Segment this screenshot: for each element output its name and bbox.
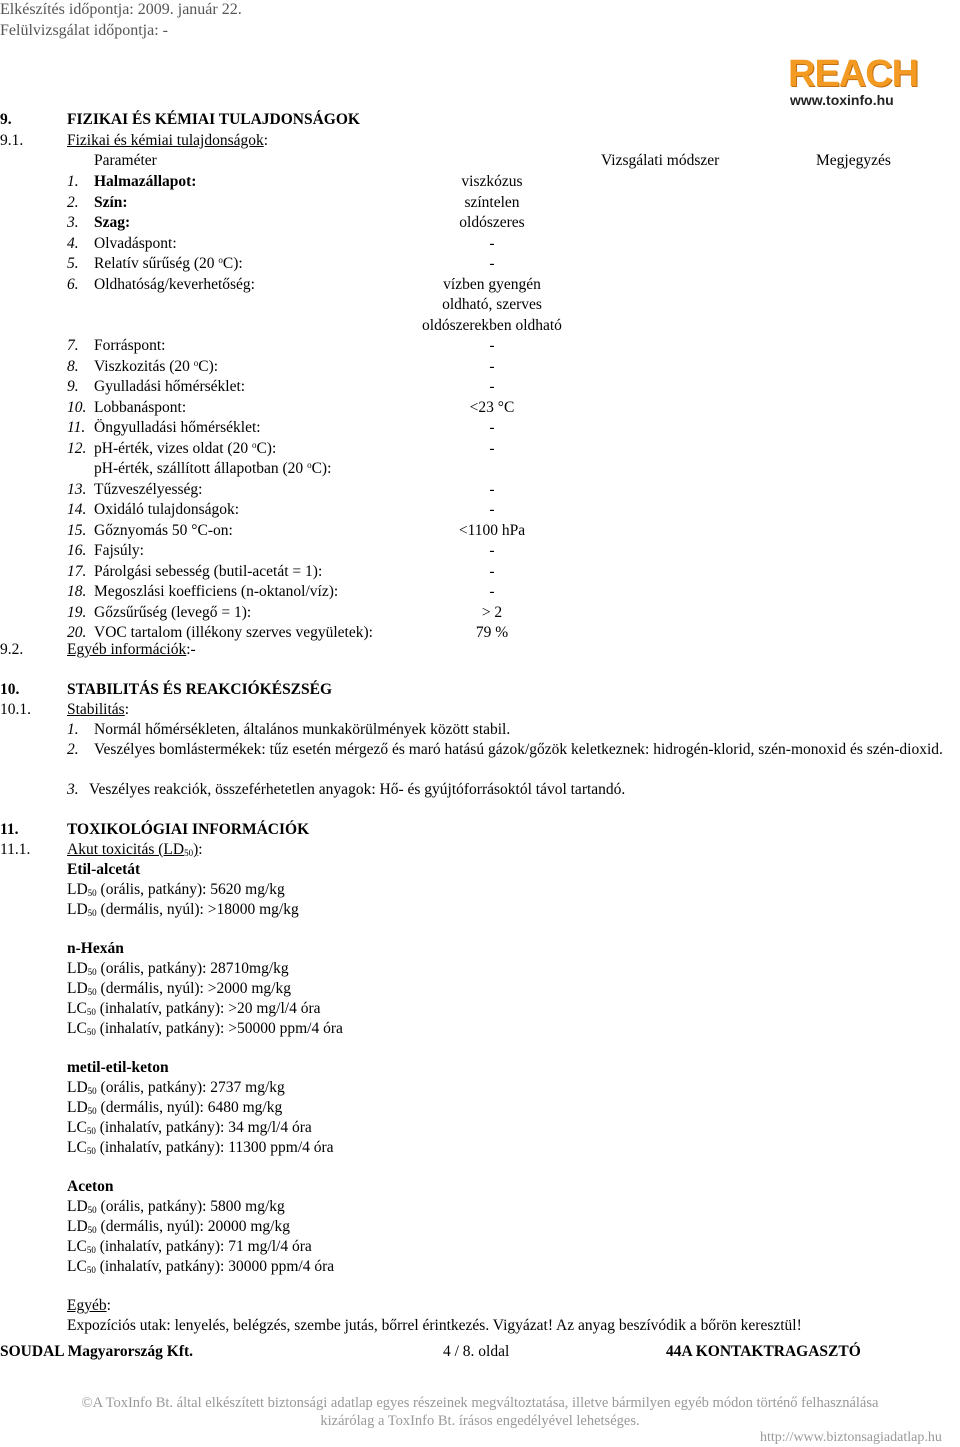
- param-number: 7.: [67, 337, 79, 354]
- other-info-text: Expozíciós utak: lenyelés, belégzés, szembe jutás, bőrrel érintkezés. Vigyázat! Az anyag beszívódik a bőrön keresztül!: [67, 1317, 802, 1334]
- other-info-label: Egyéb: [67, 1297, 107, 1314]
- param-number: 5.: [67, 255, 79, 272]
- param-value: -: [489, 255, 495, 272]
- param-value: -: [489, 439, 495, 457]
- param-value: <1100 hPa: [458, 521, 526, 539]
- param-name-pre: pH-érték, vizes oldat (20: [94, 439, 252, 457]
- section9-title: FIZIKAI ÉS KÉMIAI TULAJDONSÁGOK: [67, 111, 360, 128]
- stability-item-1-text: Normál hőmérsékleten, általános munkakörülmények között stabil.: [94, 721, 511, 738]
- stability-item-2-text: Veszélyes bomlástermékek: tűz esetén mérgező és maró hatású gázok/gőzök keletkeznek: hidrogén-klorid, szén-monoxid és szén-dioxid.: [94, 741, 943, 758]
- toxicity-text: (dermális, nyúl): >2000 mg/kg: [96, 980, 291, 997]
- param-number: 3.: [67, 214, 79, 231]
- toxicity-measure: LD: [67, 1079, 88, 1096]
- param-name: Olvadáspont:: [94, 234, 177, 252]
- toxicity-value: [67, 1237, 312, 1257]
- toxicity-measure: LD: [67, 1218, 88, 1235]
- param-number: 10.: [67, 398, 87, 416]
- param-value: 79 %: [475, 624, 509, 641]
- stability-item-2-number: 2.: [67, 741, 79, 758]
- footer-copyright-line1: ©A ToxInfo Bt. által elkészített biztonsági adatlap egyes részeinek megváltoztatása, illetve bármilyen egyéb módon történő felhasználása: [81, 1395, 879, 1411]
- param-name: Fajsúly:: [94, 542, 144, 559]
- toxicity-measure-sub: 50: [86, 1027, 96, 1037]
- stability-item-3-number: 3.: [67, 781, 79, 798]
- section9-2-number: 9.2.: [0, 641, 24, 658]
- section10-number: 10.: [0, 681, 20, 698]
- param-number: 13.: [67, 480, 87, 498]
- toxicity-text: (orális, patkány): 5620 mg/kg: [96, 881, 285, 898]
- stability-item-3-text: Veszélyes reakciók, összeférhetetlen anyagok: Hő- és gyújtóforrásoktól távol tartandó.: [89, 781, 626, 798]
- param-number: 6.: [67, 275, 79, 293]
- param-name: Gyulladási hőmérséklet:: [94, 378, 246, 395]
- section9-2-title: Egyéb információk: [67, 641, 187, 658]
- substance-name: n-Hexán: [67, 940, 124, 957]
- other-info-heading: [67, 1296, 111, 1316]
- param-name: Gőznyomás 50 °C-on:: [94, 521, 233, 539]
- toxicity-measure-sub: 50: [87, 888, 97, 898]
- param-name-sup: o: [218, 255, 223, 265]
- toxicity-text: (dermális, nyúl): 6480 mg/kg: [96, 1099, 283, 1116]
- toxicity-value: [67, 1118, 312, 1138]
- toxicity-measure-sub: 50: [86, 1265, 96, 1275]
- section9-1-heading: [67, 131, 268, 151]
- logo-url: www.toxinfo.hu: [790, 92, 894, 108]
- toxicity-value: [67, 880, 285, 900]
- substance-name: Aceton: [67, 1178, 114, 1195]
- col-header-parameter: Paraméter: [94, 152, 157, 169]
- param-name-pre: Relatív sűrűség (20: [94, 255, 219, 272]
- param-name: Tűzveszélyesség:: [94, 480, 203, 498]
- toxicity-value: [67, 979, 291, 999]
- section11-1-heading: [67, 840, 203, 860]
- col-header-note: Megjegyzés: [816, 152, 891, 169]
- param-value: viszkózus: [461, 173, 523, 190]
- param-name-sup: o: [251, 439, 257, 450]
- toxicity-value: [67, 1138, 334, 1158]
- param-value: színtelen: [464, 193, 520, 211]
- param-name: VOC tartalom (illékony szerves vegyületek):: [94, 624, 373, 641]
- param-number: 16.: [67, 542, 87, 559]
- section9-number: 9.: [0, 111, 12, 128]
- param-value: -: [489, 542, 495, 559]
- toxicity-text: (inhalatív, patkány): >20 mg/l/4 óra: [95, 1000, 321, 1017]
- toxicity-value: [67, 1197, 285, 1217]
- toxicity-measure: LC: [67, 1258, 87, 1275]
- toxicity-measure: LD: [67, 960, 88, 977]
- param-number: 14.: [67, 501, 87, 518]
- param-name: [94, 357, 218, 377]
- toxicity-text: (inhalatív, patkány): 30000 ppm/4 óra: [95, 1258, 335, 1275]
- toxicity-measure-sub: 50: [87, 967, 97, 977]
- footer-page-number: 4 / 8. oldal: [443, 1343, 510, 1360]
- toxicity-measure: LD: [67, 1099, 88, 1116]
- param-number: 1.: [67, 173, 79, 190]
- param-value: -: [489, 480, 495, 498]
- toxicity-measure: LD: [67, 980, 88, 997]
- section10-1-title: Stabilitás: [67, 701, 125, 718]
- toxicity-value: [67, 959, 289, 979]
- param-value: -: [489, 337, 495, 354]
- toxicity-measure-sub: 50: [86, 1245, 96, 1255]
- section10-1-heading: [67, 700, 129, 720]
- toxicity-measure-sub: 50: [87, 987, 97, 997]
- section11-title: TOXIKOLÓGIAI INFORMÁCIÓK: [67, 821, 310, 838]
- param-name-post: C):: [256, 439, 277, 457]
- toxicity-text: (inhalatív, patkány): 34 mg/l/4 óra: [95, 1119, 312, 1136]
- param-name-post: C):: [198, 357, 219, 375]
- param-name: Öngyulladási hőmérséklet:: [94, 419, 261, 436]
- toxicity-measure-sub: 50: [87, 1205, 97, 1215]
- toxicity-measure-sub: 50: [87, 1106, 97, 1116]
- toxicity-measure: LC: [67, 1000, 87, 1017]
- toxicity-text: (inhalatív, patkány): 11300 ppm/4 óra: [95, 1139, 334, 1156]
- toxicity-value: [67, 1257, 334, 1277]
- param-number: 12.: [67, 439, 87, 457]
- param-number: 15.: [67, 521, 87, 539]
- section10-title: STABILITÁS ÉS REAKCIÓKÉSZSÉG: [67, 681, 333, 698]
- param-name: Oxidáló tulajdonságok:: [94, 501, 240, 518]
- logo-brand: REACH: [788, 53, 919, 95]
- param-number: 4.: [67, 234, 79, 252]
- param-name: Párolgási sebesség (butil-acetát = 1):: [94, 562, 323, 580]
- param-name: Forráspont:: [94, 337, 166, 354]
- param-value: -: [489, 378, 495, 395]
- param-value-line: oldható, szerves: [442, 296, 542, 313]
- toxicity-measure-sub: 50: [86, 1146, 96, 1156]
- section11-1-title-post: ): [193, 841, 199, 858]
- param-value: -: [489, 419, 495, 436]
- param-name: Halmazállapot:: [94, 173, 197, 190]
- section11-1-title-pre: Akut toxicitás (LD: [67, 841, 185, 858]
- param-name: Gőzsűrűség (levegő = 1):: [94, 603, 252, 621]
- toxicity-measure: LD: [67, 1198, 88, 1215]
- param-value: -: [489, 501, 495, 518]
- col-header-method: Vizsgálati módszer: [601, 152, 720, 169]
- param-name-post: C):: [222, 255, 243, 272]
- param-number: 18.: [67, 583, 87, 600]
- param-value: oldószeres: [459, 214, 525, 231]
- param-name-pre: Viszkozitás (20: [94, 357, 194, 375]
- toxicity-measure: LC: [67, 1020, 87, 1037]
- param-number: 8.: [67, 357, 79, 375]
- param-value: -: [489, 357, 495, 375]
- toxicity-value: [67, 1019, 343, 1039]
- section11-1-colon: :: [198, 841, 203, 858]
- section11-number: 11.: [0, 821, 19, 838]
- stability-item-1-number: 1.: [67, 721, 79, 738]
- reach-logo: [788, 55, 938, 111]
- footer-copyright-line2: kizárólag a ToxInfo Bt. írásos engedélyével lehetséges.: [320, 1413, 640, 1429]
- param-extra-sup: o: [307, 460, 312, 470]
- toxicity-measure-sub: 50: [87, 1225, 97, 1235]
- param-value-line: vízben gyengén: [443, 275, 541, 293]
- param-number: 11.: [67, 419, 86, 436]
- param-name: Szín:: [94, 193, 128, 211]
- toxicity-measure-sub: 50: [87, 1086, 97, 1096]
- footer-product: 44A KONTAKTRAGASZTÓ: [666, 1343, 861, 1360]
- toxicity-value: [67, 1078, 285, 1098]
- toxicity-text: (inhalatív, patkány): 71 mg/l/4 óra: [95, 1238, 312, 1255]
- param-extra-post: C):: [311, 460, 332, 477]
- section11-1-title-sub: 50: [184, 848, 194, 858]
- param-value: <23 °C: [469, 398, 515, 416]
- toxicity-text: (inhalatív, patkány): >50000 ppm/4 óra: [95, 1020, 343, 1037]
- toxicity-value: [67, 1217, 290, 1237]
- section9-2-value: :-: [186, 641, 196, 658]
- header-date-created: Elkészítés időpontja: 2009. január 22.: [0, 1, 242, 18]
- param-name: Szag:: [94, 214, 131, 231]
- section11-1-title: [67, 841, 198, 858]
- param-number: 19.: [67, 603, 87, 621]
- toxicity-measure: LD: [67, 901, 88, 918]
- substance-name: metil-etil-keton: [67, 1059, 169, 1076]
- param-name: Oldhatóság/keverhetőség:: [94, 275, 255, 293]
- toxicity-measure: LC: [67, 1119, 87, 1136]
- param-name: [94, 439, 276, 459]
- footer-website-link[interactable]: http://www.biztonsagiadatlap.hu: [760, 1430, 942, 1445]
- toxicity-text: (orális, patkány): 28710mg/kg: [96, 960, 289, 977]
- section10-1-colon: :: [124, 701, 130, 718]
- header-date-revised: Felülvizsgálat időpontja: -: [0, 22, 168, 39]
- toxicity-value: [67, 900, 299, 920]
- param-number: 20.: [67, 624, 87, 641]
- section9-1-number: 9.1.: [0, 132, 24, 149]
- toxicity-measure: LD: [67, 881, 88, 898]
- param-number: 17.: [67, 562, 87, 580]
- toxicity-text: (dermális, nyúl): >18000 mg/kg: [96, 901, 299, 918]
- param-number: 2.: [67, 193, 79, 211]
- toxicity-text: (orális, patkány): 5800 mg/kg: [96, 1198, 285, 1215]
- param-value: -: [489, 234, 495, 252]
- section9-1-title: Fizikai és kémiai tulajdonságok: [67, 132, 264, 149]
- param-value: > 2: [481, 603, 503, 621]
- toxicity-text: (orális, patkány): 2737 mg/kg: [96, 1079, 285, 1096]
- param-value: -: [489, 562, 495, 580]
- param-number: 9.: [67, 378, 79, 395]
- toxicity-measure-sub: 50: [86, 1007, 96, 1017]
- other-info-colon: :: [106, 1297, 111, 1314]
- substance-name: Etil-alcetát: [67, 861, 141, 878]
- toxicity-measure: LC: [67, 1139, 87, 1156]
- section9-2-heading: [67, 640, 196, 660]
- param-name-sup: o: [193, 357, 199, 368]
- toxicity-text: (dermális, nyúl): 20000 mg/kg: [96, 1218, 290, 1235]
- param-name: Megoszlási koefficiens (n-oktanol/víz):: [94, 583, 339, 600]
- toxicity-measure: LC: [67, 1238, 87, 1255]
- param-value: -: [489, 583, 495, 600]
- toxicity-value: [67, 1098, 282, 1118]
- param-name: [94, 254, 243, 274]
- param-extra-pre: pH-érték, szállított állapotban (20: [94, 460, 308, 477]
- section11-1-number: 11.1.: [0, 841, 31, 858]
- toxicity-value: [67, 999, 321, 1019]
- section10-1-number: 10.1.: [0, 701, 31, 718]
- toxicity-measure-sub: 50: [87, 908, 97, 918]
- param-name: Lobbanáspont:: [94, 398, 187, 416]
- footer-company: SOUDAL Magyarország Kft.: [0, 1343, 194, 1360]
- param-name-extra: [94, 459, 331, 479]
- toxicity-measure-sub: 50: [86, 1126, 96, 1136]
- section9-1-colon: :: [263, 132, 269, 149]
- param-value-line: oldószerekben oldható: [422, 316, 562, 334]
